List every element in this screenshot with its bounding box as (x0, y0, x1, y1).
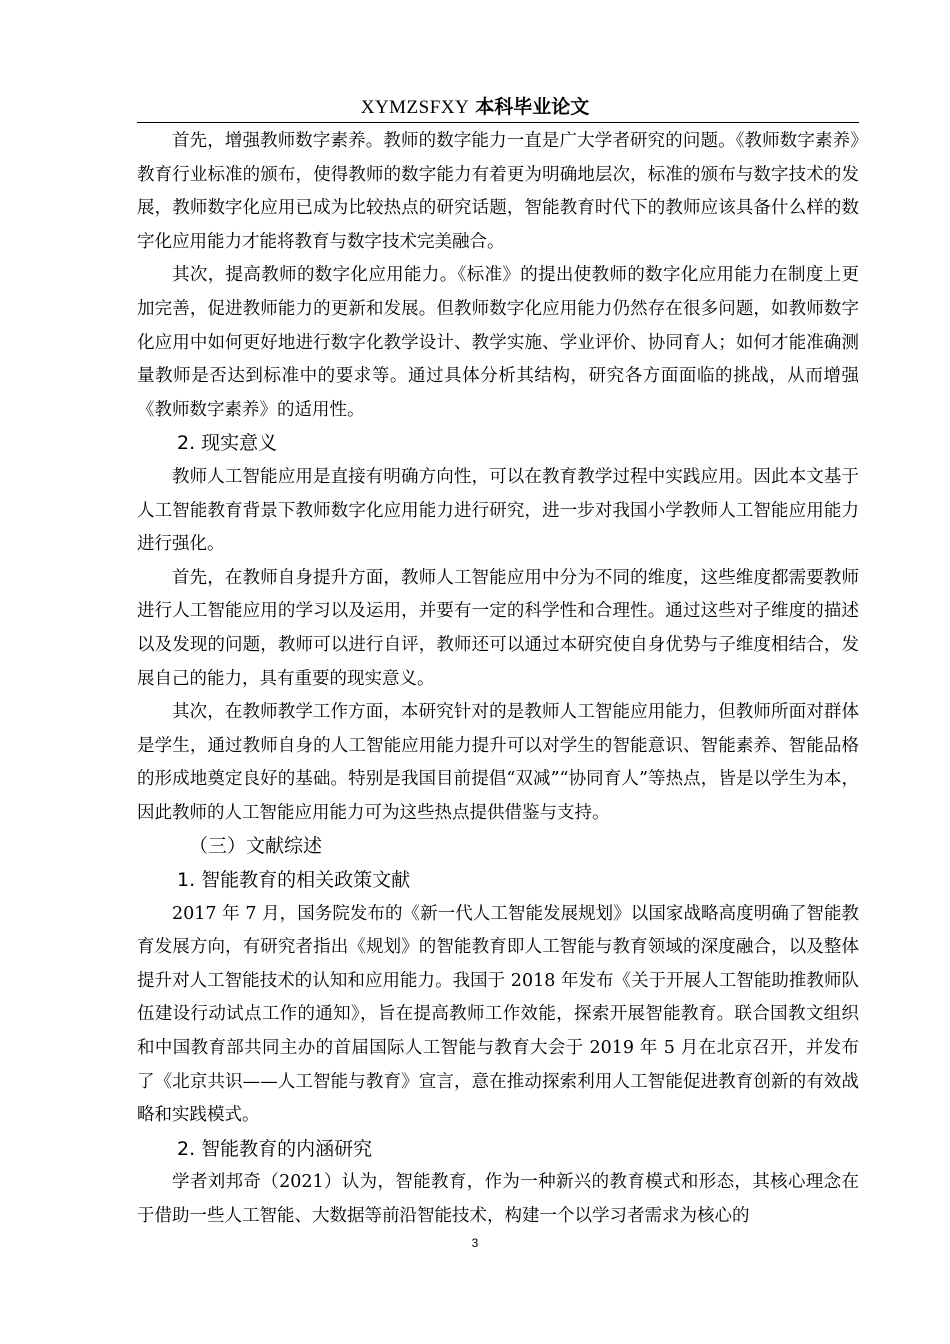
paragraph: 2017 年 7 月，国务院发布的《新一代人工智能发展规划》以国家战略高度明确了智能教育发展方向，有研究者指出《规划》的智能教育即人工智能与教育领域的深度融合，以及整体提升对人工智能技术的认知和应用能力。我国于 2018 年发布《关于开展人工智能助推教师队伍建设行动试点工作的通知》，旨在提高教师工作效能，探索开展智能教育。联合国教文组织和中国教育部共同主办的首届国际人工智能与教育大会于 2019 年 5 月在北京召开，并发布了《北京共识——人工智能与教育》宣言，意在推动探索利用人工智能促进教育创新的有效战略和实践模式。 (137, 903, 859, 1126)
header-title: 本科毕业论文 (475, 96, 590, 118)
header-rule (137, 122, 859, 123)
paragraph: 其次，在教师教学工作方面，本研究针对的是教师人工智能应用能力，但教师所面对群体是学生，通过教师自身的人工智能应用能力提升可以对学生的智能意识、智能素养、智能品格的形成地奠定良好的基础。特别是我国目前提倡“双减”“协同育人”等热点，皆是以学生为本，因此教师的人工智能应用能力可为这些热点提供借鉴与支持。 (137, 702, 859, 823)
header-code: XYMZSFXY (360, 97, 470, 118)
paragraph: 其次，提高教师的数字化应用能力。《标准》的提出使教师的数字化应用能力在制度上更加完善，促进教师能力的更新和发展。但教师数字化应用能力仍然存在很多问题，如教师数字化应用中如何更好地进行数字化教学设计、教学实施、学业评价、协同育人；如何才能准确测量教师是否达到标准中的要求等。通过具体分析其结构，研究各方面面临的挑战，从而增强《教师数字素养》的适用性。 (137, 265, 859, 420)
paragraph: 教师人工智能应用是直接有明确方向性，可以在教育教学过程中实践应用。因此本文基于人工智能教育背景下教师数字化应用能力进行研究，进一步对我国小学教师人工智能应用能力进行强化。 (137, 466, 859, 555)
heading-connotation-research: 2. 智能教育的内涵研究 (177, 1137, 373, 1160)
page-number: 3 (471, 1236, 479, 1250)
paragraph: 首先，增强教师数字素养。教师的数字能力一直是广大学者研究的问题。《教师数字素养》教育行业标准的颁布，使得教师的数字能力有着更为明确地层次，标准的颁布与数字技术的发展，教师数字化应用已成为比较热点的研究话题，智能教育时代下的教师应该具备什么样的数字化应用能力才能将教育与数字技术完美融合。 (137, 131, 859, 252)
paragraph: 学者刘邦奇（2021）认为，智能教育，作为一种新兴的教育模式和形态，其核心理念在于借助一些人工智能、大数据等前沿智能技术，构建一个以学习者需求为核心的 (137, 1172, 859, 1226)
paragraph: 首先，在教师自身提升方面，教师人工智能应用中分为不同的维度，这些维度都需要教师进行人工智能应用的学习以及运用，并要有一定的科学性和合理性。通过这些对子维度的描述以及发现的问题，教师可以进行自评，教师还可以通过本研究使自身优势与子维度相结合，发展自己的能力，具有重要的现实意义。 (137, 567, 859, 689)
page-header (0, 94, 950, 121)
heading-literature-review: （三）文献综述 (189, 835, 323, 858)
heading-policy-literature: 1. 智能教育的相关政策文献 (177, 869, 411, 892)
heading-practical-significance: 2. 现实意义 (177, 432, 278, 455)
document-body (137, 125, 859, 1234)
